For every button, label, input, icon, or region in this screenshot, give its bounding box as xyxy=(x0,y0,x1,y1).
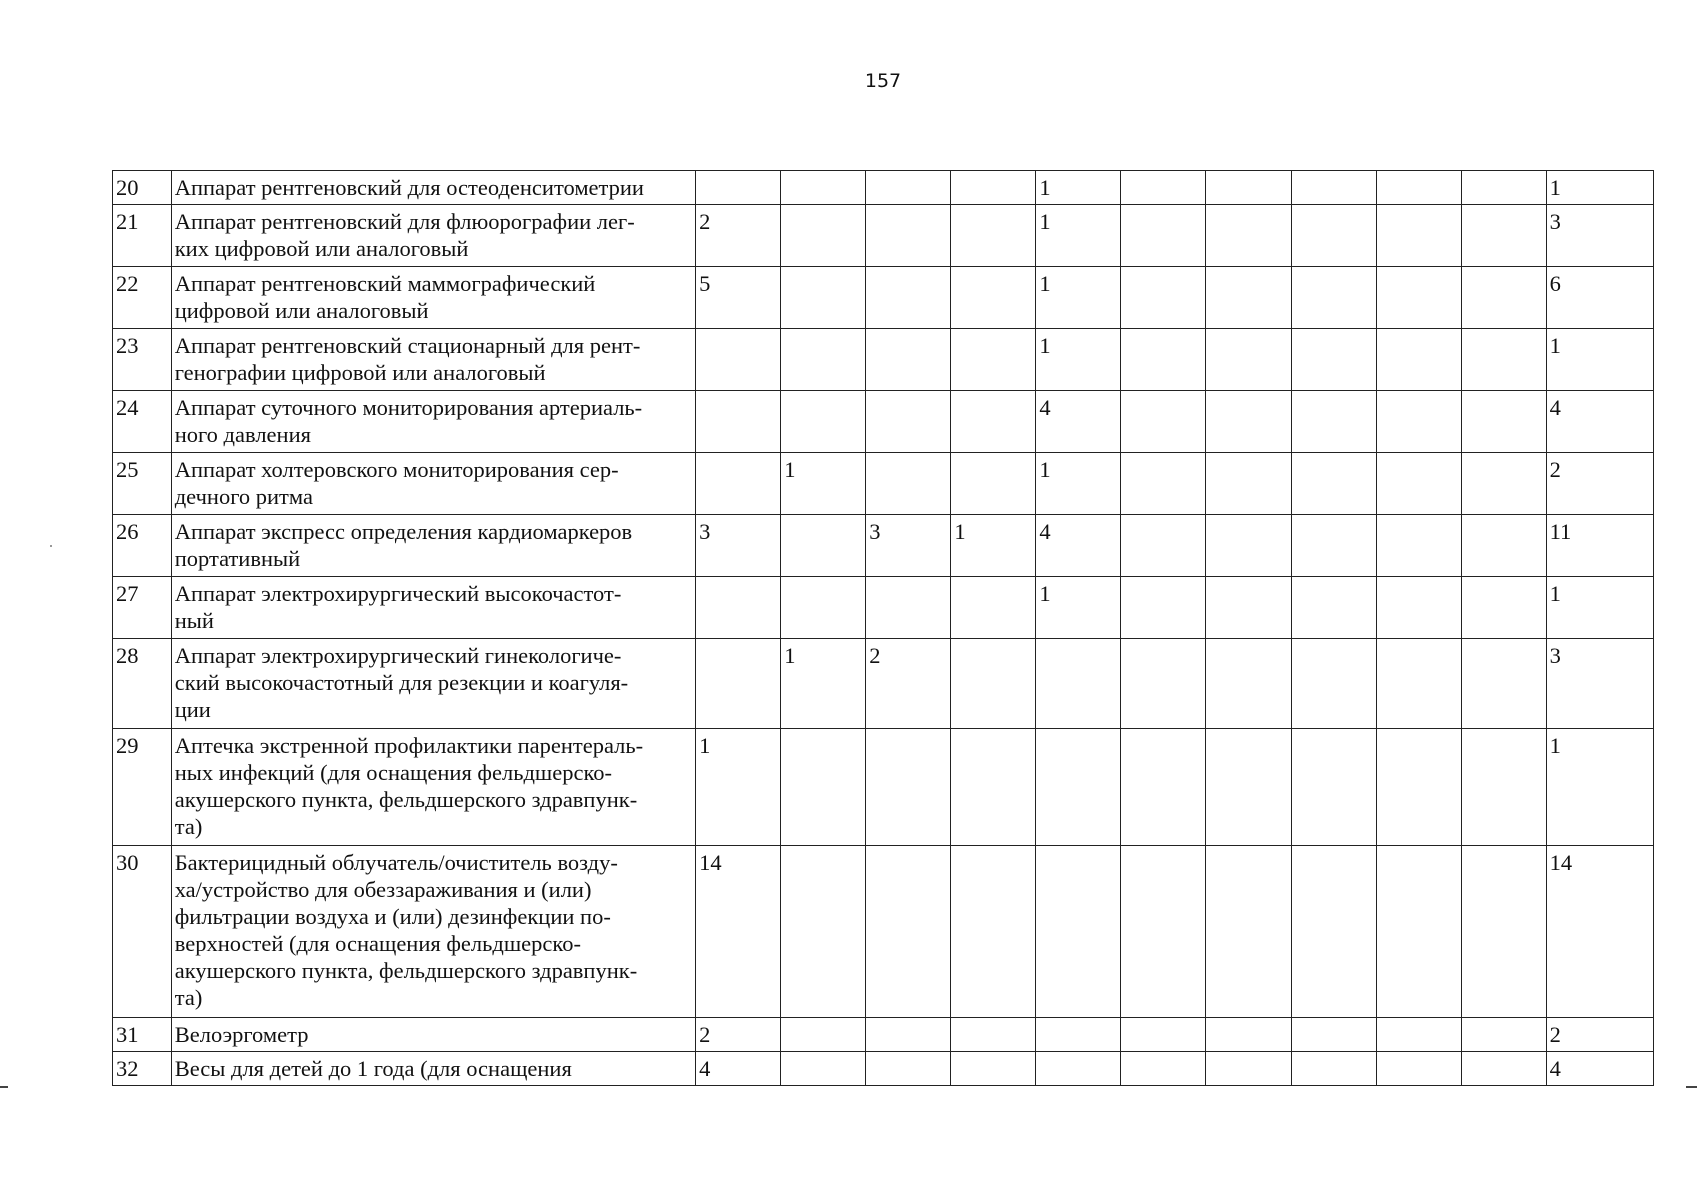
equipment-name-line: генографии цифровой или аналоговый xyxy=(174,360,546,385)
quantity-cell: 14 xyxy=(696,846,781,1018)
total-cell: 4 xyxy=(1546,391,1653,453)
equipment-name-line: ных инфекций (для оснащения фельдшерско- xyxy=(174,760,612,785)
equipment-name-line: Аппарат экспресс определения кардиомаркеров xyxy=(174,519,633,544)
quantity-cell xyxy=(1376,267,1461,329)
quantity-cell xyxy=(1376,329,1461,391)
quantity-cell xyxy=(1376,1018,1461,1052)
quantity-cell xyxy=(696,577,781,639)
equipment-name-line: Аппарат электрохирургический гинекологиче- xyxy=(174,643,622,668)
quantity-cell: 1 xyxy=(1036,329,1121,391)
quantity-cell xyxy=(1461,1052,1546,1086)
equipment-name-line: ский высокочастотный для резекции и коагуля- xyxy=(174,670,629,695)
quantity-cell xyxy=(866,205,951,267)
quantity-cell xyxy=(1206,639,1291,729)
quantity-cell: 1 xyxy=(781,639,866,729)
equipment-name xyxy=(171,391,695,453)
quantity-cell xyxy=(1461,267,1546,329)
total-cell: 1 xyxy=(1546,171,1653,205)
quantity-cell xyxy=(866,846,951,1018)
quantity-cell xyxy=(781,1018,866,1052)
row-number: 22 xyxy=(113,267,172,329)
quantity-cell xyxy=(951,729,1036,846)
quantity-cell: 1 xyxy=(1036,577,1121,639)
quantity-cell xyxy=(1376,515,1461,577)
quantity-cell xyxy=(781,267,866,329)
quantity-cell xyxy=(1036,1018,1121,1052)
row-number: 24 xyxy=(113,391,172,453)
quantity-cell: 2 xyxy=(866,639,951,729)
table-row xyxy=(113,329,1654,391)
quantity-cell xyxy=(781,846,866,1018)
row-number: 26 xyxy=(113,515,172,577)
quantity-cell xyxy=(951,577,1036,639)
quantity-cell xyxy=(781,171,866,205)
quantity-cell: 1 xyxy=(696,729,781,846)
equipment-name xyxy=(171,267,695,329)
equipment-name-line: ции xyxy=(174,697,211,722)
quantity-cell xyxy=(1461,205,1546,267)
quantity-cell xyxy=(1291,205,1376,267)
quantity-cell xyxy=(866,453,951,515)
row-number: 21 xyxy=(113,205,172,267)
quantity-cell xyxy=(1461,515,1546,577)
quantity-cell xyxy=(1376,577,1461,639)
equipment-name-line: Аппарат рентгеновский для остеоденситометрии xyxy=(174,175,644,200)
equipment-name-line: ких цифровой или аналоговый xyxy=(174,236,469,261)
quantity-cell xyxy=(781,515,866,577)
table-row xyxy=(113,453,1654,515)
quantity-cell xyxy=(781,729,866,846)
equipment-name-line: Аппарат рентгеновский стационарный для рент- xyxy=(174,333,641,358)
scan-speck xyxy=(50,545,52,547)
quantity-cell xyxy=(1291,639,1376,729)
quantity-cell: 2 xyxy=(696,205,781,267)
row-number: 20 xyxy=(113,171,172,205)
quantity-cell xyxy=(951,205,1036,267)
total-cell: 1 xyxy=(1546,577,1653,639)
quantity-cell: 2 xyxy=(696,1018,781,1052)
quantity-cell: 5 xyxy=(696,267,781,329)
quantity-cell xyxy=(1376,171,1461,205)
row-number: 31 xyxy=(113,1018,172,1052)
equipment-name-line: дечного ритма xyxy=(174,484,313,509)
table-row xyxy=(113,205,1654,267)
total-cell: 2 xyxy=(1546,453,1653,515)
total-cell: 11 xyxy=(1546,515,1653,577)
quantity-cell xyxy=(866,267,951,329)
quantity-cell xyxy=(696,639,781,729)
quantity-cell xyxy=(1121,729,1206,846)
row-number: 32 xyxy=(113,1052,172,1086)
quantity-cell xyxy=(1206,205,1291,267)
equipment-name xyxy=(171,1052,695,1086)
quantity-cell: 4 xyxy=(696,1052,781,1086)
equipment-table-body xyxy=(113,171,1654,1086)
quantity-cell xyxy=(696,391,781,453)
quantity-cell xyxy=(1461,1018,1546,1052)
quantity-cell xyxy=(1376,639,1461,729)
quantity-cell xyxy=(1376,205,1461,267)
page-number: 157 xyxy=(864,70,902,92)
quantity-cell xyxy=(1291,846,1376,1018)
quantity-cell xyxy=(1206,453,1291,515)
quantity-cell xyxy=(1206,267,1291,329)
quantity-cell xyxy=(951,846,1036,1018)
quantity-cell xyxy=(1291,329,1376,391)
quantity-cell xyxy=(1121,1052,1206,1086)
table-row xyxy=(113,1018,1654,1052)
quantity-cell xyxy=(1036,1052,1121,1086)
equipment-name xyxy=(171,453,695,515)
row-number: 27 xyxy=(113,577,172,639)
quantity-cell xyxy=(1461,577,1546,639)
row-number: 28 xyxy=(113,639,172,729)
table-row xyxy=(113,577,1654,639)
quantity-cell: 4 xyxy=(1036,391,1121,453)
equipment-name-line: Аптечка экстренной профилактики парентераль- xyxy=(174,733,644,758)
quantity-cell xyxy=(866,577,951,639)
table-row xyxy=(113,846,1654,1018)
quantity-cell xyxy=(1291,577,1376,639)
quantity-cell xyxy=(951,639,1036,729)
quantity-cell xyxy=(1206,729,1291,846)
equipment-name-line: Аппарат рентгеновский для флюорографии лег- xyxy=(174,209,635,234)
equipment-name-line: Аппарат электрохирургический высокочастот- xyxy=(174,581,622,606)
quantity-cell: 4 xyxy=(1036,515,1121,577)
quantity-cell xyxy=(1206,391,1291,453)
quantity-cell: 1 xyxy=(1036,205,1121,267)
quantity-cell xyxy=(1121,267,1206,329)
quantity-cell xyxy=(1461,329,1546,391)
quantity-cell xyxy=(1291,453,1376,515)
quantity-cell: 1 xyxy=(781,453,866,515)
quantity-cell xyxy=(1291,1018,1376,1052)
quantity-cell: 1 xyxy=(1036,453,1121,515)
table-row xyxy=(113,1052,1654,1086)
equipment-name-line: та) xyxy=(174,985,203,1010)
equipment-name-line: акушерского пункта, фельдшерского здравпунк- xyxy=(174,787,638,812)
quantity-cell xyxy=(951,267,1036,329)
quantity-cell xyxy=(1121,1018,1206,1052)
total-cell: 3 xyxy=(1546,205,1653,267)
quantity-cell xyxy=(1121,453,1206,515)
table-row xyxy=(113,639,1654,729)
equipment-name-line: Аппарат суточного мониторирования артериаль- xyxy=(174,395,643,420)
equipment-name xyxy=(171,1018,695,1052)
quantity-cell xyxy=(781,329,866,391)
quantity-cell xyxy=(951,329,1036,391)
table-row xyxy=(113,171,1654,205)
total-cell: 14 xyxy=(1546,846,1653,1018)
row-number: 29 xyxy=(113,729,172,846)
quantity-cell xyxy=(1206,577,1291,639)
equipment-name-line: Аппарат рентгеновский маммографический xyxy=(174,271,596,296)
quantity-cell xyxy=(781,577,866,639)
quantity-cell xyxy=(1376,453,1461,515)
quantity-cell xyxy=(1206,1018,1291,1052)
quantity-cell xyxy=(1291,171,1376,205)
quantity-cell xyxy=(1206,846,1291,1018)
quantity-cell xyxy=(1461,453,1546,515)
equipment-name xyxy=(171,846,695,1018)
quantity-cell xyxy=(951,453,1036,515)
total-cell: 3 xyxy=(1546,639,1653,729)
equipment-name-line: Велоэргометр xyxy=(174,1022,309,1047)
equipment-name-line: Весы для детей до 1 года (для оснащения xyxy=(174,1056,572,1081)
quantity-cell xyxy=(1291,267,1376,329)
quantity-cell xyxy=(1376,846,1461,1018)
quantity-cell xyxy=(1206,329,1291,391)
quantity-cell xyxy=(1121,329,1206,391)
quantity-cell xyxy=(1376,391,1461,453)
quantity-cell xyxy=(866,391,951,453)
equipment-name-line: ного давления xyxy=(174,422,311,447)
quantity-cell xyxy=(781,391,866,453)
left-edge-mark xyxy=(0,1086,8,1088)
equipment-name xyxy=(171,205,695,267)
quantity-cell xyxy=(1121,171,1206,205)
equipment-name xyxy=(171,639,695,729)
quantity-cell xyxy=(1121,205,1206,267)
equipment-name-line: верхностей (для оснащения фельдшерско- xyxy=(174,931,581,956)
quantity-cell xyxy=(1291,1052,1376,1086)
quantity-cell xyxy=(951,1052,1036,1086)
quantity-cell xyxy=(1036,639,1121,729)
quantity-cell xyxy=(866,729,951,846)
quantity-cell xyxy=(951,1018,1036,1052)
quantity-cell xyxy=(866,171,951,205)
quantity-cell xyxy=(696,171,781,205)
quantity-cell xyxy=(1461,639,1546,729)
quantity-cell xyxy=(1291,729,1376,846)
quantity-cell xyxy=(951,391,1036,453)
quantity-cell xyxy=(1291,515,1376,577)
table-row xyxy=(113,391,1654,453)
quantity-cell xyxy=(1036,729,1121,846)
quantity-cell xyxy=(866,329,951,391)
equipment-name xyxy=(171,729,695,846)
quantity-cell xyxy=(781,1052,866,1086)
quantity-cell xyxy=(1036,846,1121,1018)
equipment-name xyxy=(171,329,695,391)
total-cell: 2 xyxy=(1546,1018,1653,1052)
equipment-name-line: акушерского пункта, фельдшерского здравпунк- xyxy=(174,958,638,983)
right-edge-mark xyxy=(1686,1086,1697,1088)
equipment-name-line: Аппарат холтеровского мониторирования сер- xyxy=(174,457,619,482)
quantity-cell xyxy=(1461,171,1546,205)
quantity-cell xyxy=(1121,391,1206,453)
total-cell: 4 xyxy=(1546,1052,1653,1086)
quantity-cell xyxy=(696,453,781,515)
quantity-cell xyxy=(1121,577,1206,639)
equipment-name xyxy=(171,577,695,639)
quantity-cell: 3 xyxy=(696,515,781,577)
quantity-cell xyxy=(1461,729,1546,846)
equipment-name-line: ха/устройство для обеззараживания и (или) xyxy=(174,877,592,902)
quantity-cell: 1 xyxy=(1036,267,1121,329)
quantity-cell: 3 xyxy=(866,515,951,577)
equipment-name-line: фильтрации воздуха и (или) дезинфекции по- xyxy=(174,904,611,929)
quantity-cell: 1 xyxy=(951,515,1036,577)
quantity-cell xyxy=(1206,515,1291,577)
equipment-name-line: цифровой или аналоговый xyxy=(174,298,429,323)
equipment-name-line: Бактерицидный облучатель/очиститель возду- xyxy=(174,850,618,875)
quantity-cell xyxy=(1376,729,1461,846)
quantity-cell xyxy=(1376,1052,1461,1086)
row-number: 25 xyxy=(113,453,172,515)
quantity-cell xyxy=(1291,391,1376,453)
quantity-cell xyxy=(951,171,1036,205)
equipment-name-line: портативный xyxy=(174,546,301,571)
table-row xyxy=(113,729,1654,846)
quantity-cell xyxy=(1121,846,1206,1018)
quantity-cell xyxy=(781,205,866,267)
quantity-cell xyxy=(866,1052,951,1086)
table-row xyxy=(113,267,1654,329)
table-row xyxy=(113,515,1654,577)
equipment-name-line: та) xyxy=(174,814,203,839)
total-cell: 1 xyxy=(1546,729,1653,846)
equipment-table xyxy=(112,170,1654,1086)
quantity-cell xyxy=(1206,171,1291,205)
equipment-name xyxy=(171,171,695,205)
equipment-name-line: ный xyxy=(174,608,214,633)
quantity-cell xyxy=(1121,639,1206,729)
row-number: 30 xyxy=(113,846,172,1018)
quantity-cell xyxy=(696,329,781,391)
equipment-name xyxy=(171,515,695,577)
quantity-cell xyxy=(1121,515,1206,577)
quantity-cell xyxy=(1206,1052,1291,1086)
quantity-cell: 1 xyxy=(1036,171,1121,205)
total-cell: 1 xyxy=(1546,329,1653,391)
quantity-cell xyxy=(1461,391,1546,453)
quantity-cell xyxy=(866,1018,951,1052)
total-cell: 6 xyxy=(1546,267,1653,329)
quantity-cell xyxy=(1461,846,1546,1018)
row-number: 23 xyxy=(113,329,172,391)
